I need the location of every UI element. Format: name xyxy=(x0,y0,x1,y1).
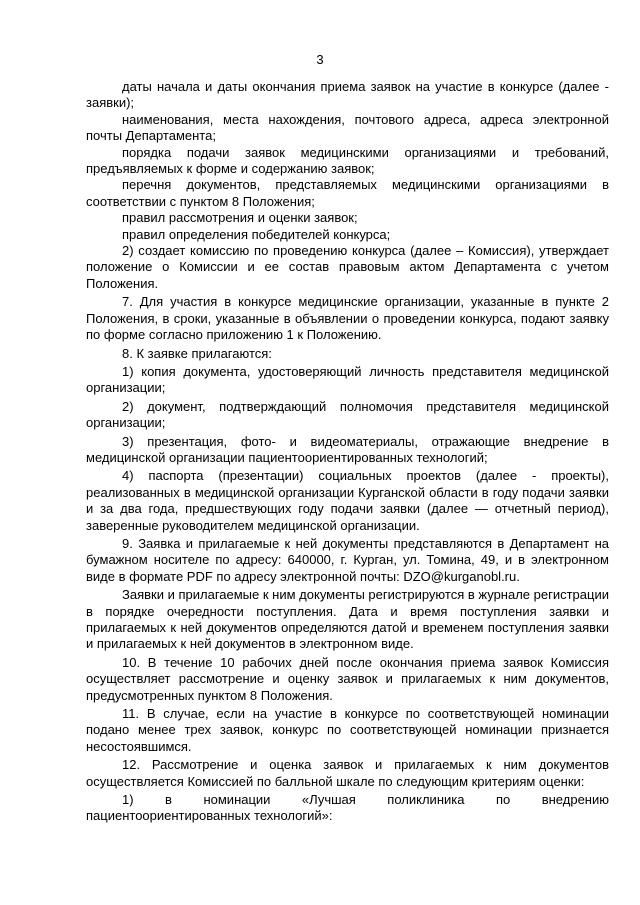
paragraph: 3) презентация, фото- и видеоматериалы, отражающие внедрение в медицинской организации пациентоориентированных технологий; xyxy=(86,433,609,465)
document-body xyxy=(86,79,609,825)
paragraph: даты начала и даты окончания приема заявок на участие в конкурсе (далее - заявки); xyxy=(86,79,609,111)
paragraph: перечня документов, представляемых медицинскими организациями в соответствии с пунктом 8 Положения; xyxy=(86,177,609,209)
paragraph: 4) паспорта (презентации) социальных проектов (далее - проекты), реализованных в медицинской организации Курганской области в году подачи заявки и за два года, предшествующих году подачи заявки (далее — отчетный период), заверенные руководителем медицинской организации. xyxy=(86,468,609,533)
paragraph: Заявки и прилагаемые к ним документы регистрируются в журнале регистрации в порядке очередности поступления. Дата и время поступления заявки и прилагаемых к ней документов определяются датой и временем поступления заявки и прилагаемых к ней документов в электронном виде. xyxy=(86,587,609,652)
paragraph: 10. В течение 10 рабочих дней после окончания приема заявок Комиссия осуществляет рассмотрение и оценку заявок и прилагаемых к ним документов, предусмотренных пунктом 8 Положения. xyxy=(86,654,609,703)
paragraph: 9. Заявка и прилагаемые к ней документы представляются в Департамент на бумажном носителе по адресу: 640000, г. Курган, ул. Томина, 49, и в электронном виде в формате PDF по адресу электронной почты: DZO@kurganobl.ru. xyxy=(86,535,609,584)
paragraph: правил определения победителей конкурса; xyxy=(122,226,391,242)
paragraph: 11. В случае, если на участие в конкурсе по соответствующей номинации подано менее трех заявок, конкурс по соответствующей номинации признается несостоявшимся. xyxy=(86,706,609,754)
paragraph: 1) копия документа, удостоверяющий личность представителя медицинской организации; xyxy=(86,363,609,396)
page-number: 3 xyxy=(316,52,324,67)
paragraph: 7. Для участия в конкурсе медицинские организации, указанные в пункте 2 Положения, в сроки, указанные в объявлении о проведении конкурса, подают заявку по форме согласно приложению 1 к Положению. xyxy=(86,294,609,343)
paragraph: 2) создает комиссию по проведению конкурса (далее – Комиссия), утверждает положение о Комиссии и ее состав правовым актом Департамента с учетом Положения. xyxy=(86,243,609,291)
paragraph: 2) документ, подтверждающий полномочия представителя медицинской организации; xyxy=(86,398,609,431)
paragraph: 12. Рассмотрение и оценка заявок и прилагаемых к ним документов осуществляется Комиссией по балльной шкале по следующим критериям оценки: xyxy=(86,757,609,789)
paragraph: правил рассмотрения и оценки заявок; xyxy=(122,210,358,226)
paragraph: порядка подачи заявок медицинскими организациями и требований, предъявляемых к форме и содержанию заявок; xyxy=(86,144,609,177)
paragraph: 8. К заявке прилагаются: xyxy=(122,345,272,361)
paragraph: 1) в номинации «Лучшая поликлиника по внедрению пациентоориентированных технологий»: xyxy=(86,792,609,824)
paragraph: наименования, места нахождения, почтового адреса, адреса электронной почты Департамента; xyxy=(86,111,609,144)
